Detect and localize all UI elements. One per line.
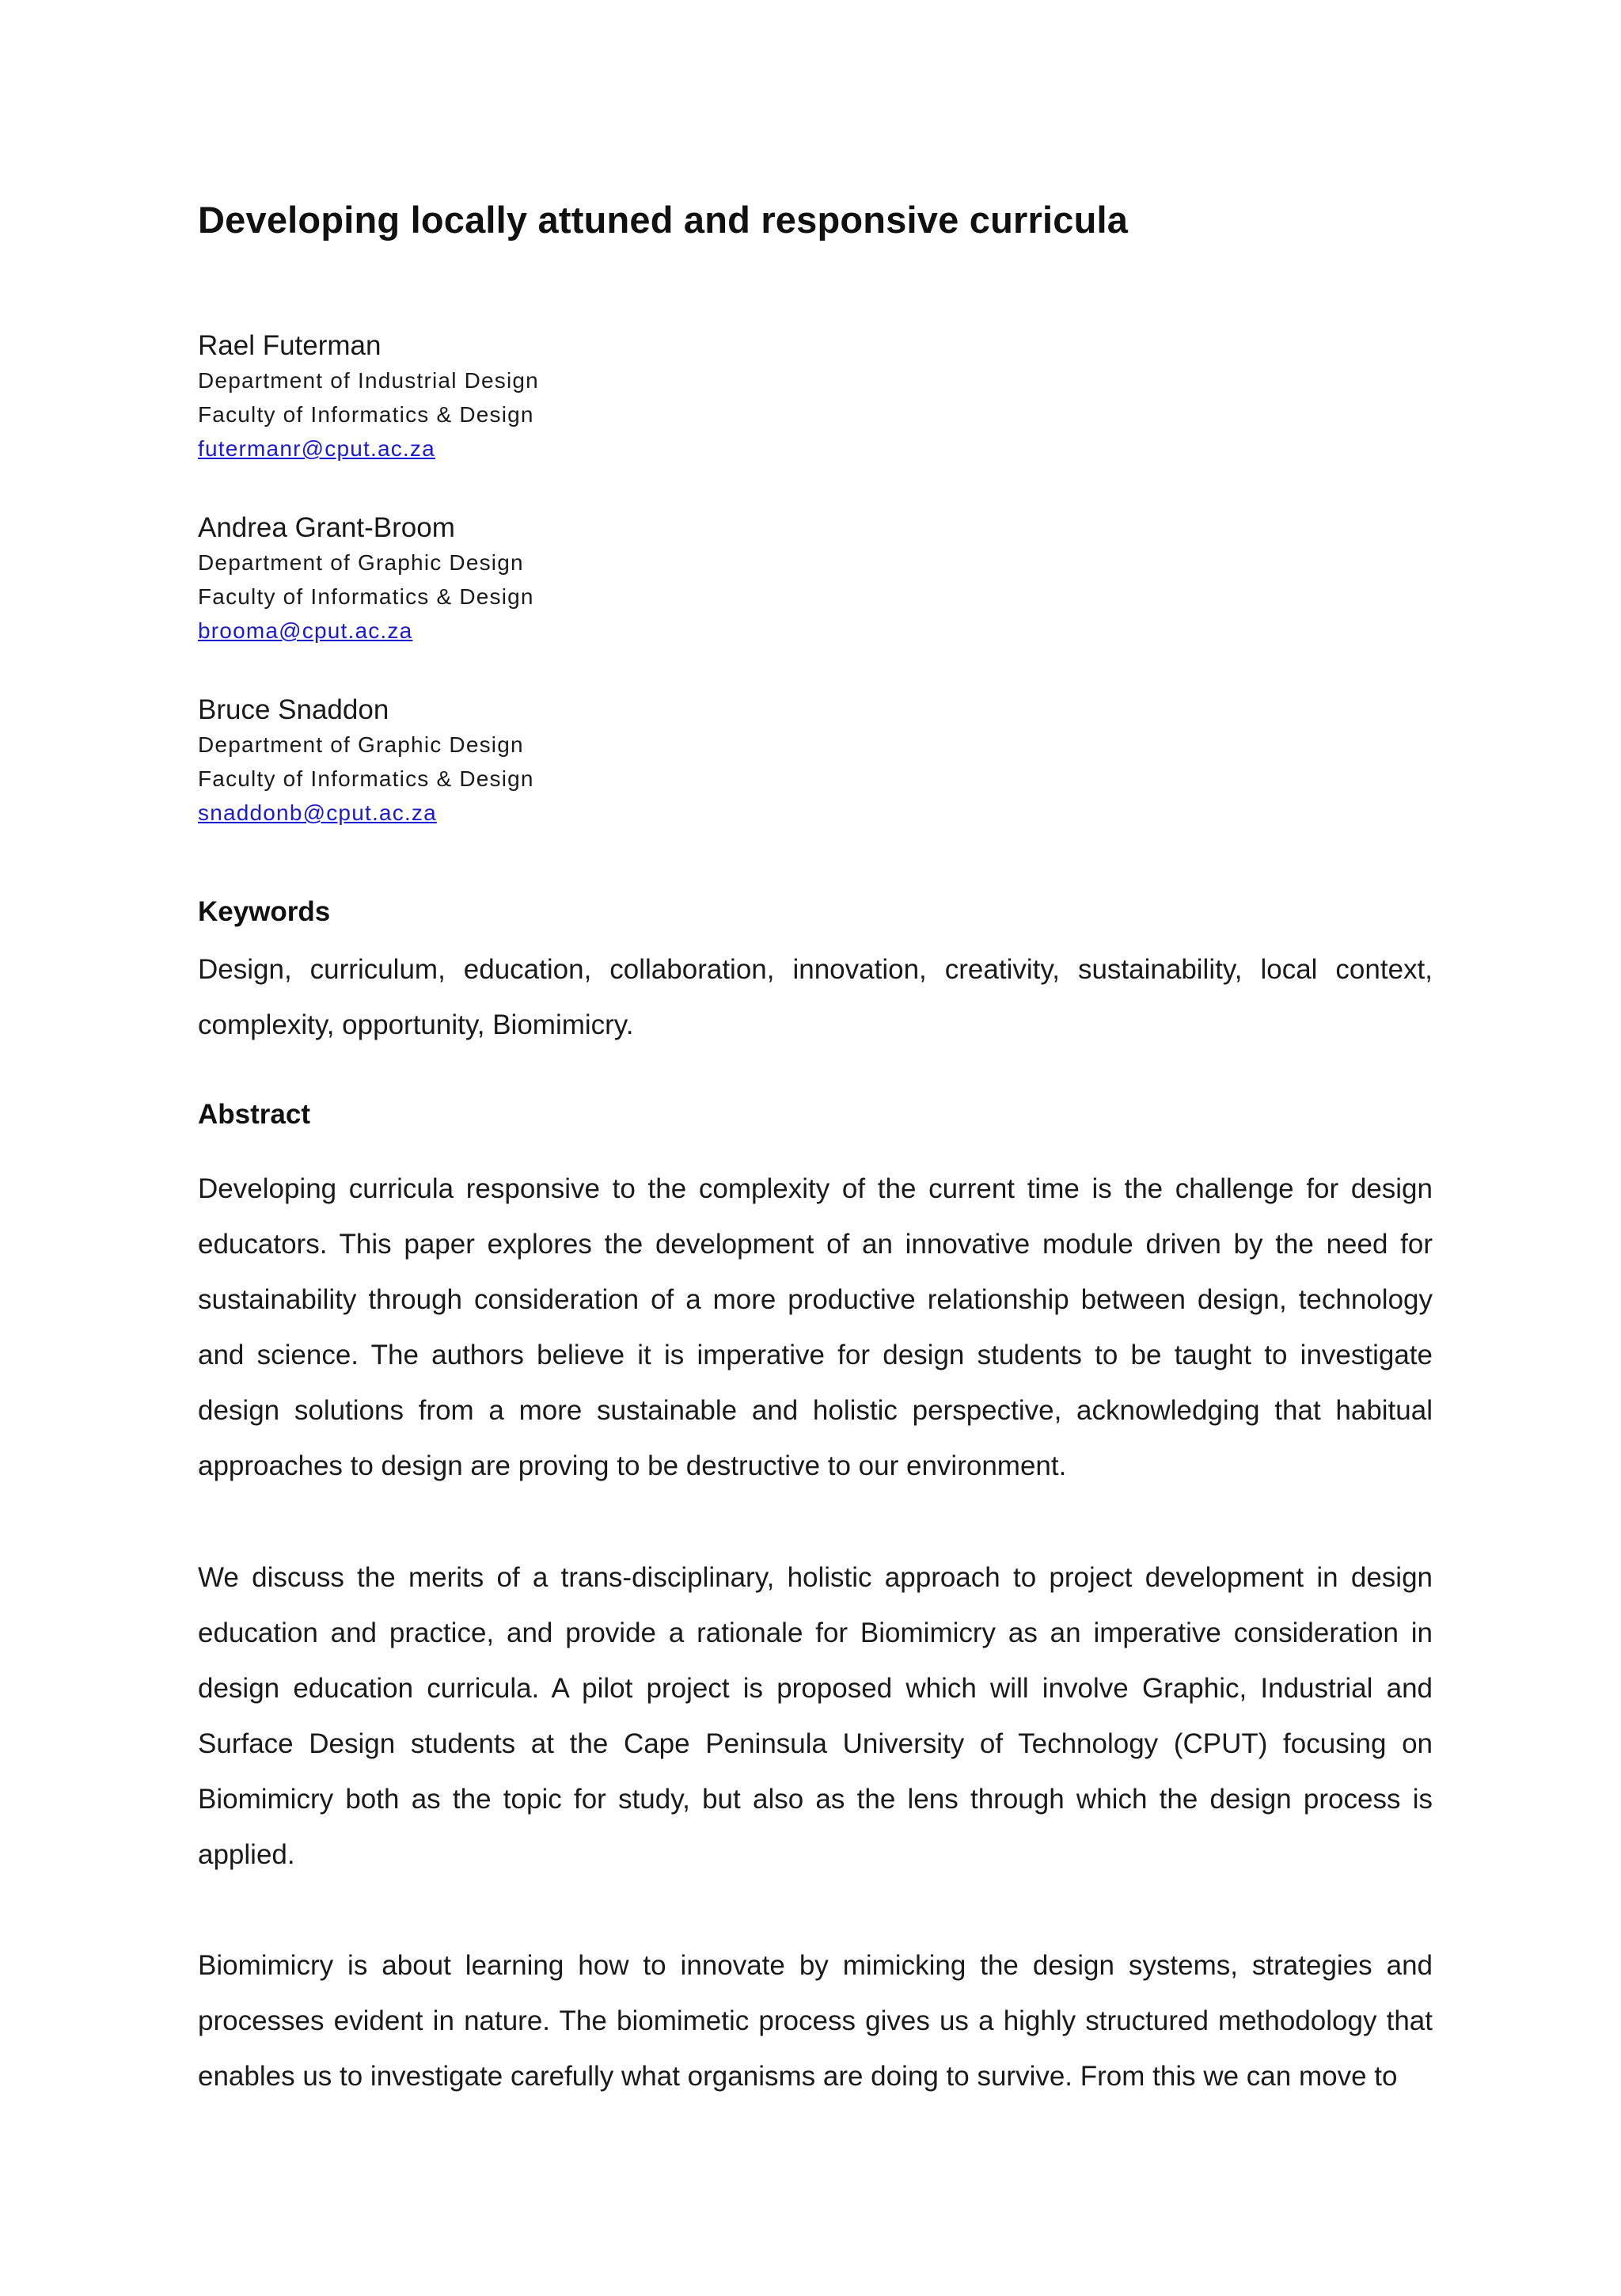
author-department: Department of Industrial Design — [198, 368, 539, 393]
keywords-text: Design, curriculum, education, collaboration, innovation, creativity, sustainability, local context, complexity, opportunity, Biomimicry. — [198, 954, 1433, 1040]
author-block-2 — [198, 511, 534, 648]
author-name: Bruce Snaddon — [198, 694, 389, 725]
paper-title: Developing locally attuned and responsive curricula — [198, 199, 1129, 241]
author-email-link[interactable]: futermanr@cput.ac.za — [198, 436, 435, 461]
author-email-link[interactable]: brooma@cput.ac.za — [198, 618, 413, 643]
author-name: Rael Futerman — [198, 330, 382, 361]
abstract-paragraph-2: We discuss the merits of a trans-disciplinary, holistic approach to project development in design education and practice, and provide a rationale for Biomimicry as an imperative consideration in design education curricula. A pilot project is proposed which will involve Graphic, Industrial and Surface Design students at the Cape Peninsula University of Technology (CPUT) focusing on Biomimicry both as the topic for study, but also as the lens through which the design process is applied. — [198, 1562, 1433, 1870]
keywords-heading: Keywords — [198, 896, 331, 927]
abstract-paragraph-1: Developing curricula responsive to the complexity of the current time is the challenge for design educators. This paper explores the development of an innovative module driven by the need for sustainability through consideration of a more productive relationship between design, technology and science. The authors believe it is imperative for design students to be taught to investigate design solutions from a more sustainable and holistic perspective, acknowledging that habitual approaches to design are proving to be destructive to our environment. — [198, 1173, 1433, 1481]
author-department: Department of Graphic Design — [198, 732, 524, 757]
author-faculty: Faculty of Informatics & Design — [198, 766, 534, 791]
author-faculty: Faculty of Informatics & Design — [198, 402, 534, 427]
author-department: Department of Graphic Design — [198, 550, 524, 575]
author-faculty: Faculty of Informatics & Design — [198, 584, 534, 609]
author-block-1 — [198, 329, 539, 466]
abstract-heading: Abstract — [198, 1099, 310, 1130]
abstract-paragraph-3: Biomimicry is about learning how to innovate by mimicking the design systems, strategies and processes evident in nature. The biomimetic process gives us a highly structured methodology that enables us to investigate carefully what organisms are doing to survive. From this we can move to — [198, 1950, 1433, 2092]
author-name: Andrea Grant-Broom — [198, 512, 455, 543]
author-block-3 — [198, 693, 534, 830]
author-email-link[interactable]: snaddonb@cput.ac.za — [198, 800, 437, 825]
